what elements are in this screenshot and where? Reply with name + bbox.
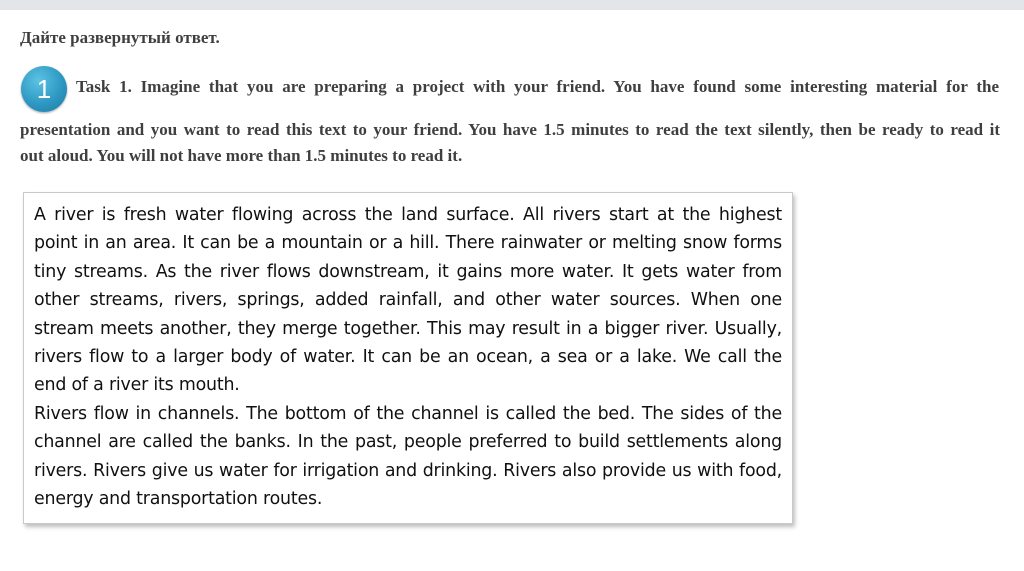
task-description-line1: Task 1. Imagine that you are preparing a project with your friend. You have found some interesting material for the (76, 77, 999, 96)
reading-paragraph-2: Rivers flow in channels. The bottom of the channel is called the bed. The sides of the channel are called the banks. In the past, people preferred to build settlements along rivers. Rivers give us water for irrigation and drinking. Rivers also provide us with food, energy and transportation routes. (34, 403, 782, 510)
task-description-line3: out aloud. You will not have more than 1.5 minutes to read it. (20, 146, 463, 165)
top-toolbar-strip (0, 0, 1024, 10)
task-description-line2: presentation and you want to read this text to your friend. You have 1.5 minutes to read the text silently, then be ready to read it (20, 120, 1000, 139)
instruction-heading: Дайте развернутый ответ. (20, 28, 220, 47)
task-number-badge: 1 (21, 66, 67, 112)
reading-paragraph-1: A river is fresh water flowing across the land surface. All rivers start at the highest point in an area. It can be a mountain or a hill. There rainwater or melting snow forms tiny streams. As the river flows downstream, it gains more water. It gets water from other streams, rivers, springs, added rainfall, and other water sources. When one stream meets another, they merge together. This may result in a bigger river. Usually, rivers flow to a larger body of water. It can be an ocean, a sea or a lake. We call the end of a river its mouth. (34, 205, 782, 396)
task-description (20, 117, 1000, 169)
reading-text-box (23, 192, 793, 524)
